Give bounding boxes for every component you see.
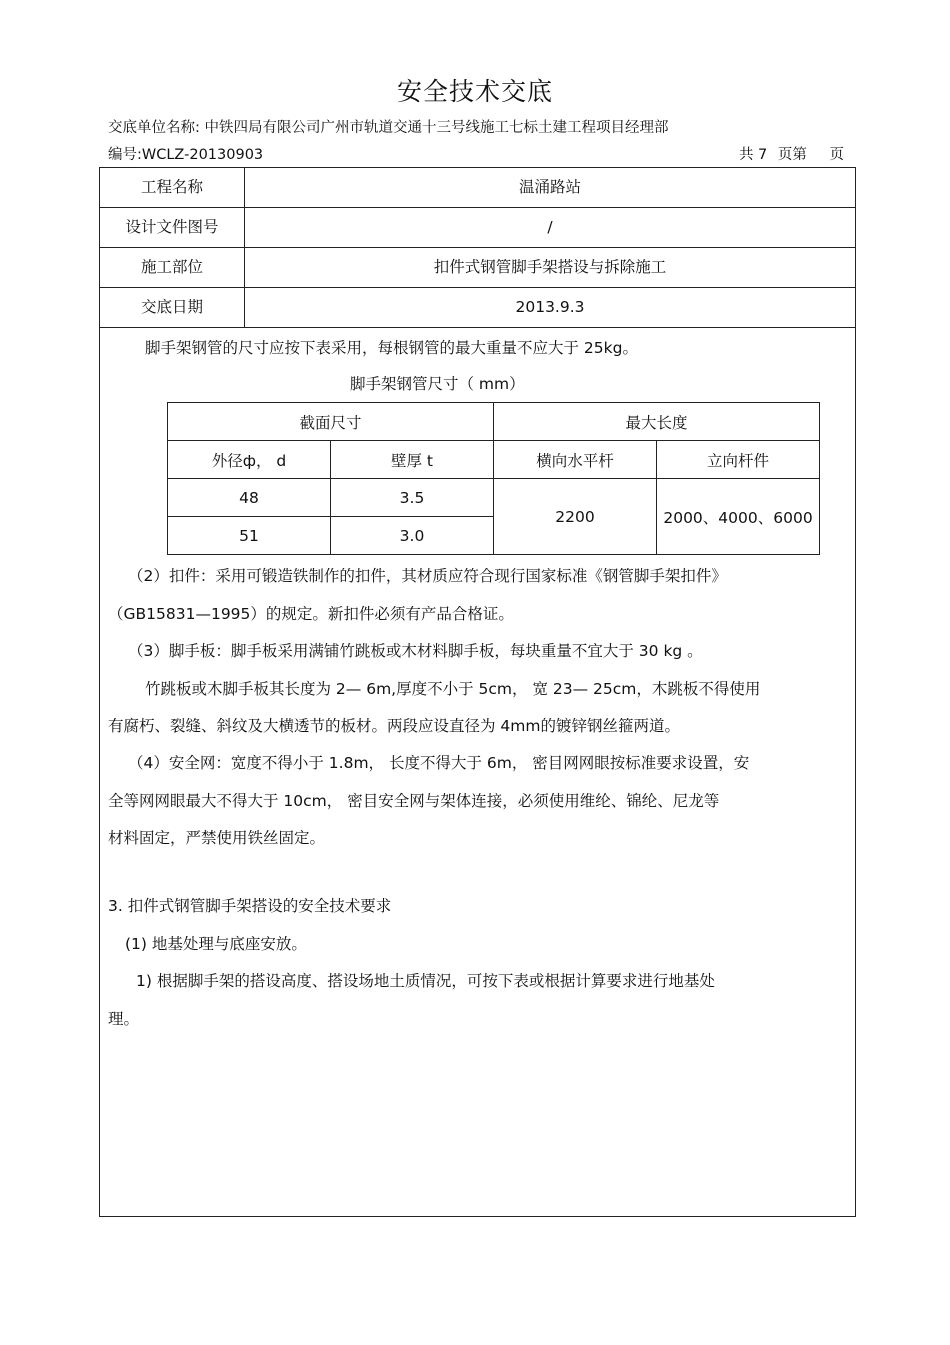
page-suffix: 页 [829,147,844,163]
info-label: 设计文件图号 [100,208,245,247]
cell-diameter: 48 [168,479,331,517]
number-line [108,143,263,164]
group-header-section: 截面尺寸 [168,403,494,441]
group-header-max-length: 最大长度 [494,403,820,441]
paragraph-line: 竹跳板或木脚手板其长度为 2— 6m,厚度不小于 5cm， 宽 23— 25cm，木跳板不得使用 [145,680,761,698]
unit-label: 交底单位名称: [108,120,200,136]
paragraph-line: 材料固定，严禁使用铁丝固定。 [108,829,326,847]
info-row-project-name [100,168,855,208]
info-value: / [547,218,553,236]
paragraph-line: （3）脚手板：脚手板采用满铺竹跳板或木材料脚手板，每块重量不宜大于 30 kg 。 [128,642,703,660]
info-value: 2013.9.3 [515,298,585,316]
unit-line [108,116,669,137]
table-group-header-row [168,403,820,441]
cell-diameter: 51 [168,517,331,555]
cell-thickness: 3.0 [331,517,494,555]
page-info [733,143,844,164]
info-label: 施工部位 [100,248,245,287]
info-row-construction-part [100,248,855,288]
info-row-date [100,288,855,328]
col-header-horizontal: 横向水平杆 [494,441,657,479]
paragraph-line: 1) 根据脚手架的搭设高度、搭设场地土质情况，可按下表或根据计算要求进行地基处 [136,972,715,990]
paragraph-line: （2）扣件：采用可锻造铁制作的扣件，其材质应符合现行国家标准《钢管脚手架扣件》 [128,567,727,585]
cell-thickness: 3.5 [331,479,494,517]
col-header-diameter: 外径ф， d [168,441,331,479]
col-header-vertical: 立向杆件 [657,441,820,479]
document-number: WCLZ-20130903 [141,147,264,163]
page-label: 页第 [777,147,807,163]
info-value: 温涌路站 [518,178,581,196]
col-header-thickness: 壁厚 t [331,441,494,479]
cell-horizontal-length: 2200 [494,479,657,555]
number-label: 编号: [108,147,142,163]
paragraph-line: （4）安全网：宽度不得小于 1.8m， 长度不得大于 6m， 密目网网眼按标准要求设置，安 [128,754,750,772]
paragraph-line: （GB15831—1995）的规定。新扣件必须有产品合格证。 [108,605,514,623]
info-label: 交底日期 [100,288,245,327]
page-total: 共 7 [738,147,768,163]
info-row-drawing-number [100,208,855,248]
paragraph-line: 全等网网眼最大不得大于 10cm， 密目安全网与架体连接，必须使用维纶、锦纶、尼龙等 [108,792,720,810]
subsection-heading: (1) 地基处理与底座安放。 [125,935,307,953]
paragraph-line: 有腐朽、裂缝、斜纹及大横透节的板材。两段应设直径为 4mm的镀锌钢丝箍两道。 [108,717,680,735]
steel-pipe-size-table [167,402,820,555]
info-label: 工程名称 [100,168,245,207]
paragraph-line: 理。 [108,1010,140,1028]
unit-name: 中铁四局有限公司广州市轨道交通十三号线施工七标土建工程项目经理部 [204,120,669,136]
table-column-header-row [168,441,820,479]
document-title: 安全技术交底 [396,77,553,106]
cell-vertical-length: 2000、4000、6000 [657,479,820,555]
table-title: 脚手架钢管尺寸（ mm） [350,375,525,393]
table-row [168,479,820,517]
section-heading: 3. 扣件式钢管脚手架搭设的安全技术要求 [108,897,392,915]
intro-paragraph: 脚手架钢管的尺寸应按下表采用，每根钢管的最大重量不应大于 25kg。 [145,339,638,357]
info-value: 扣件式钢管脚手架搭设与拆除施工 [433,258,667,276]
